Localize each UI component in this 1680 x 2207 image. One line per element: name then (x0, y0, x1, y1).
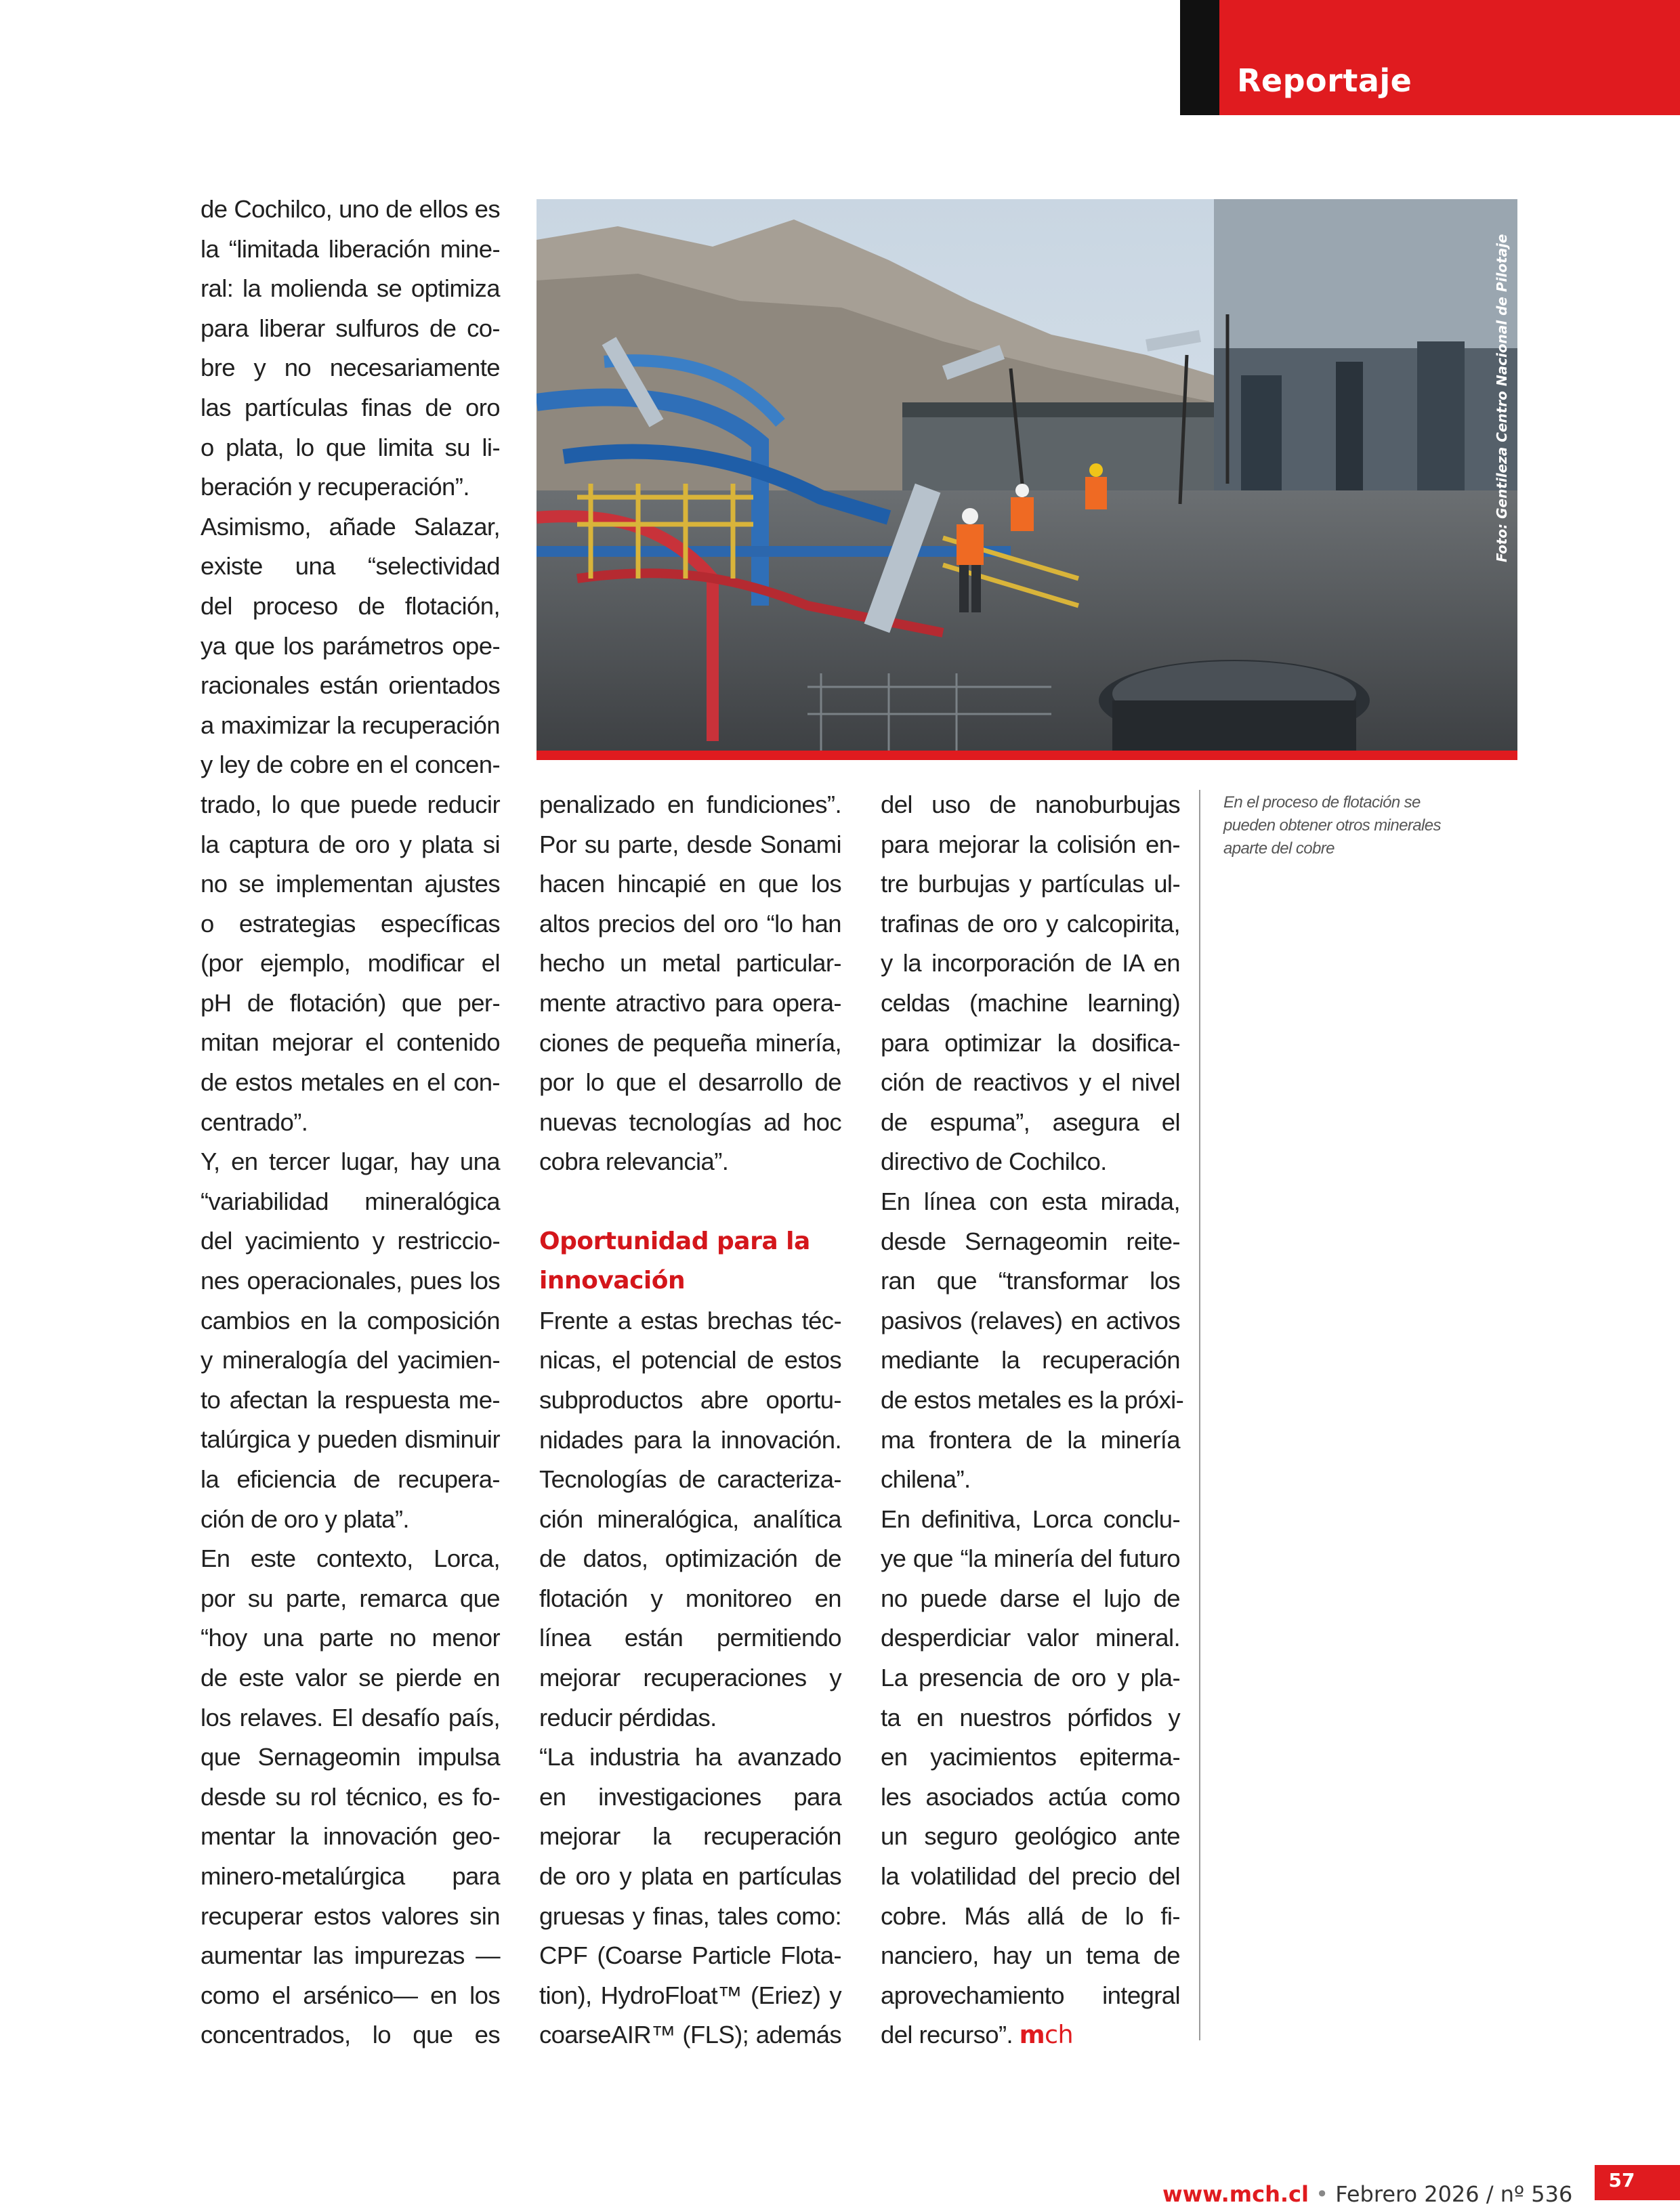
text-line: cobre. Más allá de lo fi- (881, 1901, 1180, 1930)
text-line: las partículas finas de oro (201, 393, 500, 421)
text-line: nes operacionales, pues los (201, 1267, 500, 1295)
final-line-text: del recurso”. (881, 2021, 1013, 2049)
text-line: a maximizar la recuperación (201, 711, 500, 739)
text-line: de estos metales en el con- (201, 1068, 500, 1097)
text-line: les asociados actúa como (881, 1782, 1180, 1811)
caption-line: En el proceso de flotación se (1223, 793, 1421, 812)
text-line: para optimizar la dosifica- (881, 1028, 1180, 1057)
subheading: Oportunidad para la (539, 1227, 810, 1255)
text-line: nanciero, hay un tema de (881, 1941, 1180, 1970)
text-line: la captura de oro y plata si (201, 830, 500, 858)
text-line: o plata, lo que limita su li- (201, 433, 500, 461)
text-line: mente atractivo para opera- (539, 988, 841, 1017)
text-line: chilena”. (881, 1465, 971, 1494)
text-line: en investigaciones para (539, 1782, 841, 1811)
text-line: no se implementan ajustes (201, 870, 500, 898)
text-line: CPF (Coarse Particle Flota- (539, 1941, 841, 1970)
end-mark-logo (1020, 2020, 1073, 2049)
text-line: la “limitada liberación mine- (201, 234, 500, 263)
text-line: no puede darse el lujo de (881, 1584, 1180, 1612)
text-line: En definitiva, Lorca conclu- (881, 1505, 1180, 1533)
text-line: ma frontera de la minería (881, 1425, 1180, 1454)
text-line: trafinas de oro y calcopirita, (881, 909, 1180, 938)
text-line: cambios en la composición (201, 1306, 500, 1334)
text-line: Asimismo, añade Salazar, (201, 512, 500, 541)
text-line: hecho un metal particular- (539, 949, 841, 978)
text-line: de datos, optimización de (539, 1544, 841, 1573)
text-line: desperdiciar valor mineral. (881, 1624, 1180, 1652)
text-line: pH de flotación) que per- (201, 988, 500, 1017)
text-line: tion), HydroFloat™ (Eriez) y (539, 1981, 841, 2009)
text-line: celdas (machine learning) (881, 988, 1180, 1017)
text-line: penalizado en fundiciones”. (539, 791, 841, 818)
text-line: ral: la molienda se optimiza (201, 274, 500, 303)
text-line: “La industria ha avanzado (539, 1743, 841, 1771)
text-line: cobra relevancia”. (539, 1148, 729, 1176)
footer (1162, 2181, 1572, 2207)
text-line: talúrgica y pueden disminuir (201, 1425, 500, 1454)
caption-divider (1199, 790, 1200, 2040)
footer-issue: Febrero 2026 / nº 536 (1335, 2181, 1573, 2207)
text-line: reducir pérdidas. (539, 1703, 717, 1731)
text-line: mejorar recuperaciones y (539, 1664, 841, 1692)
text-line: existe una “selectividad (201, 552, 500, 581)
text-line: to afectan la respuesta me- (201, 1385, 500, 1414)
text-line: Frente a estas brechas téc- (539, 1306, 841, 1334)
text-line: ya que los parámetros ope- (201, 631, 500, 660)
end-mark-m: m (1019, 2020, 1045, 2050)
text-line: nicas, el potencial de estos (539, 1346, 841, 1374)
text-line: de este valor se pierde en (201, 1663, 500, 1691)
text-line: mejorar la recuperación (539, 1822, 841, 1851)
text-line: Y, en tercer lugar, hay una (201, 1148, 500, 1176)
text-line: concentrados, lo que es (201, 2021, 500, 2049)
text-line: de espuma”, asegura el (881, 1108, 1180, 1136)
footer-url[interactable]: www.mch.cl (1162, 2181, 1309, 2207)
text-line: que Sernageomin impulsa (201, 1743, 500, 1771)
text-line: mentar la innovación geo- (201, 1822, 500, 1851)
text-line: gruesas y finas, tales como: (539, 1901, 841, 1930)
text-line: centrado”. (201, 1108, 308, 1136)
text-line: pasivos (relaves) en activos (881, 1306, 1180, 1334)
page-number: 57 (1608, 2169, 1635, 2191)
text-line: nidades para la innovación. (539, 1425, 841, 1454)
text-line: recuperar estos valores sin (201, 1901, 500, 1930)
text-line: trado, lo que puede reducir (201, 790, 500, 818)
text-line: ción mineralógica, analítica (539, 1505, 841, 1533)
text-column-1 (201, 190, 500, 2055)
text-line: del proceso de flotación, (201, 591, 500, 620)
caption-line: aparte del cobre (1223, 839, 1335, 858)
text-line: de Cochilco, uno de ellos es (201, 195, 500, 223)
text-line: ción de oro y plata”. (201, 1505, 409, 1533)
text-line: bre y no necesariamente (201, 354, 500, 382)
text-line: altos precios del oro “lo han (539, 909, 841, 938)
text-line: o estrategias específicas (201, 909, 500, 938)
text-line: “hoy una parte no menor (201, 1624, 500, 1652)
photo-caption (1223, 791, 1441, 860)
text-line: mediante la recuperación (881, 1346, 1180, 1374)
text-line: subproductos abre oportu- (539, 1385, 841, 1414)
section-title: Reportaje (1237, 62, 1412, 99)
text-line: y mineralogía del yacimien- (201, 1346, 500, 1374)
text-line: ción de reactivos y el nivel (881, 1068, 1180, 1097)
text-line: ta en nuestros pórfidos y (881, 1703, 1180, 1731)
text-line: por lo que el desarrollo de (539, 1068, 841, 1097)
text-line: directivo de Cochilco. (881, 1148, 1107, 1176)
flotation-plant-photo (537, 199, 1517, 760)
text-line: los relaves. El desafío país, (201, 1703, 500, 1731)
text-line: como el arsénico— en los (201, 1981, 500, 2009)
header-black-block (1180, 0, 1219, 115)
text-line: en yacimientos epiterma- (881, 1743, 1180, 1771)
text-line: beración y recuperación”. (201, 473, 469, 501)
text-line: línea están permitiendo (539, 1624, 841, 1652)
photo-red-underline (537, 751, 1517, 760)
text-line: ye que “la minería del futuro (881, 1544, 1180, 1573)
paragraph-gap (539, 1182, 841, 1222)
text-line: de oro y plata en partículas (539, 1862, 841, 1891)
text-line: (por ejemplo, modificar el (201, 949, 500, 978)
text-line: “variabilidad mineralógica (201, 1187, 500, 1215)
text-line: En este contexto, Lorca, (201, 1544, 500, 1573)
text-line: aumentar las impurezas — (201, 1941, 500, 1970)
text-line: coarseAIR™ (FLS); además (539, 2021, 841, 2049)
text-line: hacen hincapié en que los (539, 870, 841, 898)
text-line: del yacimiento y restriccio- (201, 1227, 500, 1255)
text-line: un seguro geológico ante (881, 1822, 1180, 1851)
text-line: de estos metales es la próxi- (881, 1385, 1184, 1414)
photo-credit: Foto: Gentileza Centro Nacional de Pilotaje (1494, 234, 1510, 562)
text-line: racionales están orientados (201, 671, 500, 700)
text-line: para liberar sulfuros de co- (201, 314, 500, 342)
text-line: y la incorporación de IA en (881, 949, 1180, 978)
text-line: del uso de nanoburbujas (881, 791, 1180, 818)
text-line: ran que “transformar los (881, 1267, 1180, 1295)
text-line: minero-metalúrgica para (201, 1862, 500, 1890)
text-line: por su parte, remarca que (201, 1584, 500, 1612)
text-line: Por su parte, desde Sonami (539, 830, 841, 858)
text-line: mitan mejorar el contenido (201, 1028, 500, 1057)
end-mark-ch: ch (1045, 2020, 1074, 2050)
text-line: la volatilidad del precio del (881, 1862, 1180, 1891)
text-line: La presencia de oro y pla- (881, 1664, 1180, 1692)
text-line: nuevas tecnologías ad hoc (539, 1108, 841, 1136)
text-line: ciones de pequeña minería, (539, 1028, 841, 1057)
text-column-2 (539, 785, 841, 2055)
text-line: desde su rol técnico, es fo- (201, 1782, 500, 1811)
caption-line: pueden obtener otros minerales (1223, 816, 1441, 835)
text-line: flotación y monitoreo en (539, 1584, 841, 1612)
text-line: y ley de cobre en el concen- (201, 751, 500, 779)
text-line: la eficiencia de recupera- (201, 1465, 500, 1493)
text-line-final (881, 2015, 1180, 2055)
text-line: aprovechamiento integral (881, 1981, 1180, 2009)
subheading: innovación (539, 1267, 686, 1295)
footer-separator: • (1316, 2181, 1336, 2207)
text-line: En línea con esta mirada, (881, 1187, 1180, 1215)
text-line: Tecnologías de caracteriza- (539, 1465, 841, 1494)
text-line: desde Sernageomin reite- (881, 1227, 1180, 1255)
text-line: para mejorar la colisión en- (881, 830, 1180, 858)
text-column-3 (881, 785, 1184, 2055)
text-line: tre burbujas y partículas ul- (881, 870, 1180, 898)
